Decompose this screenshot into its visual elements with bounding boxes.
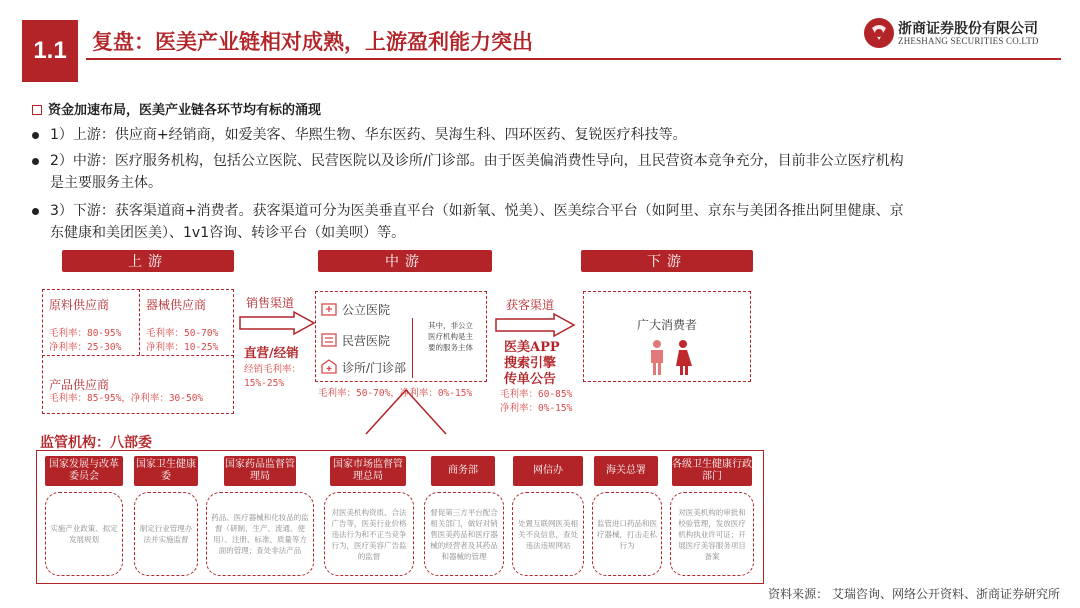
regulator-name: 国家药品监督管理局 bbox=[224, 456, 296, 486]
bullet-dot-icon bbox=[32, 158, 39, 165]
public-hospital-label: 公立医院 bbox=[342, 303, 391, 317]
bullet-text: 是主要服务主体。 bbox=[50, 175, 162, 191]
bullet-text: 1）上游：供应商+经销商，如爱美客、华熙生物、华东医药、昊海生科、四环医药、复锐医疗科技等。 bbox=[50, 127, 687, 143]
upstream-divider-h bbox=[42, 355, 234, 356]
channel-flyer: 传单公告 bbox=[504, 372, 557, 387]
downstream-band: 下游 bbox=[581, 250, 753, 272]
company-name-en: ZHESHANG SECURITIES CO.LTD bbox=[898, 36, 1039, 46]
consumers-icon bbox=[643, 339, 699, 377]
distributor-margin-label: 经销毛利率： bbox=[244, 364, 302, 375]
regulator-name: 各级卫生健康行政部门 bbox=[672, 456, 752, 486]
regulator-name: 海关总署 bbox=[594, 456, 658, 486]
bullet-dot-icon bbox=[32, 208, 39, 215]
bullet-continuation bbox=[32, 172, 162, 194]
company-logo-icon bbox=[864, 18, 894, 48]
device-gross-margin: 毛利率：50-70% bbox=[146, 328, 219, 339]
acquisition-gross-margin: 毛利率：60-85% bbox=[500, 389, 573, 400]
distributor-margin-value: 15%-25% bbox=[244, 378, 285, 389]
regulator-name: 国家发展与改革委员会 bbox=[45, 456, 123, 486]
device-net-margin: 净利率：10-25% bbox=[146, 342, 219, 353]
private-hospital-label: 民营医院 bbox=[342, 334, 391, 348]
regulator-name: 网信办 bbox=[513, 456, 583, 486]
bullet-text: 3）下游：获客渠道商+消费者。获客渠道可分为医美垂直平台（如新氧、悦美）、医美综合平台（如阿里、京东与美团各推出阿里健康、京 bbox=[50, 203, 904, 219]
regulator-desc: 监管进口药品和医疗器械，打击走私行为 bbox=[592, 492, 662, 576]
bullet-item bbox=[32, 150, 904, 172]
source-note: 资料来源： 艾瑞咨询、网络公开资料、浙商证券研究所 bbox=[768, 587, 1060, 601]
regulation-arrow-icon bbox=[364, 386, 448, 436]
regulators-title: 监管机构：八部委 bbox=[40, 435, 152, 451]
device-supplier-label: 器械供应商 bbox=[146, 298, 207, 312]
regulator-desc: 实施产业政策、拟定发展规划 bbox=[45, 492, 123, 576]
regulator-desc: 对医美机构的审批和校验管理，发放医疗机构执业许可证；开展医疗美容服务项目备案 bbox=[670, 492, 754, 576]
product-supplier-label: 产品供应商 bbox=[49, 378, 110, 392]
channel-search: 搜索引擎 bbox=[504, 356, 557, 371]
square-bullet-icon bbox=[32, 105, 42, 115]
acquisition-arrow-icon bbox=[494, 312, 576, 338]
private-hospital-icon bbox=[320, 331, 338, 347]
subtitle-text: 资金加速布局，医美产业链各环节均有标的涌现 bbox=[48, 103, 322, 118]
subtitle bbox=[32, 99, 321, 118]
company-name-cn: 浙商证券股份有限公司 bbox=[898, 21, 1038, 37]
regulator-desc: 督促第三方平台配合相关部门，做好对销售医美药品和医疗器械的经营者及其药品和器械的管理 bbox=[424, 492, 504, 576]
product-margin: 毛利率：85-95%，净利率：30-50% bbox=[49, 393, 204, 404]
raw-net-margin: 净利率：25-30% bbox=[49, 342, 122, 353]
title-divider bbox=[86, 58, 1061, 60]
upstream-band: 上游 bbox=[62, 250, 234, 272]
acquisition-channel-label: 获客渠道 bbox=[506, 298, 555, 312]
regulator-name: 国家卫生健康委 bbox=[134, 456, 198, 486]
midstream-margin: 毛利率：50-70%，净利率：0%-15% bbox=[318, 388, 473, 399]
page-title: 复盘：医美产业链相对成熟，上游盈利能力突出 bbox=[92, 30, 533, 54]
upstream-divider-v bbox=[139, 289, 140, 355]
consumer-label: 广大消费者 bbox=[637, 318, 698, 332]
channel-app: 医美APP bbox=[504, 340, 560, 355]
raw-supplier-label: 原料供应商 bbox=[49, 298, 110, 312]
regulator-desc: 对医美机构资质、合法广告等，医美行业价格违法行为和不正当竞争行为，医疗美容广告监的监督 bbox=[324, 492, 414, 576]
bullet-continuation bbox=[32, 222, 405, 244]
regulator-name: 商务部 bbox=[431, 456, 495, 486]
midstream-note: 其中，非公立医疗机构是主要的服务主体 bbox=[428, 321, 473, 352]
clinic-icon bbox=[320, 358, 338, 374]
bullet-item bbox=[32, 124, 687, 146]
regulator-desc: 处置互联网医美相关不良信息，查处违法违规网站 bbox=[512, 492, 584, 576]
sales-channel-label: 销售渠道 bbox=[246, 296, 295, 310]
hospital-icon bbox=[320, 300, 338, 316]
midstream-band: 中游 bbox=[318, 250, 492, 272]
regulator-desc: 药品、医疗器械和化妆品的监督（研制、生产、流通、使用）、注册、标准、质量等方面的管理；查处非法产品 bbox=[206, 492, 314, 576]
direct-distribution-label: 直营/经销 bbox=[244, 345, 299, 360]
bullet-dot-icon bbox=[32, 132, 39, 139]
bullet-text: 2）中游：医疗服务机构，包括公立医院、民营医院以及诊所/门诊部。由于医美偏消费性导向，且民营资本竞争充分，目前非公立医疗机构 bbox=[50, 153, 904, 169]
bullet-text: 东健康和美团医美）、1v1咨询、转诊平台（如美呗）等。 bbox=[50, 225, 406, 241]
acquisition-net-margin: 净利率：0%-15% bbox=[500, 403, 573, 414]
raw-gross-margin: 毛利率：80-95% bbox=[49, 328, 122, 339]
section-number: 1.1 bbox=[22, 20, 78, 82]
regulator-desc: 制定行业管理办法并实施监督 bbox=[134, 492, 198, 576]
bullet-item bbox=[32, 200, 904, 222]
clinic-label: 诊所/门诊部 bbox=[342, 361, 407, 375]
regulator-name: 国家市场监督管理总局 bbox=[330, 456, 406, 486]
sales-arrow-icon bbox=[238, 310, 316, 336]
